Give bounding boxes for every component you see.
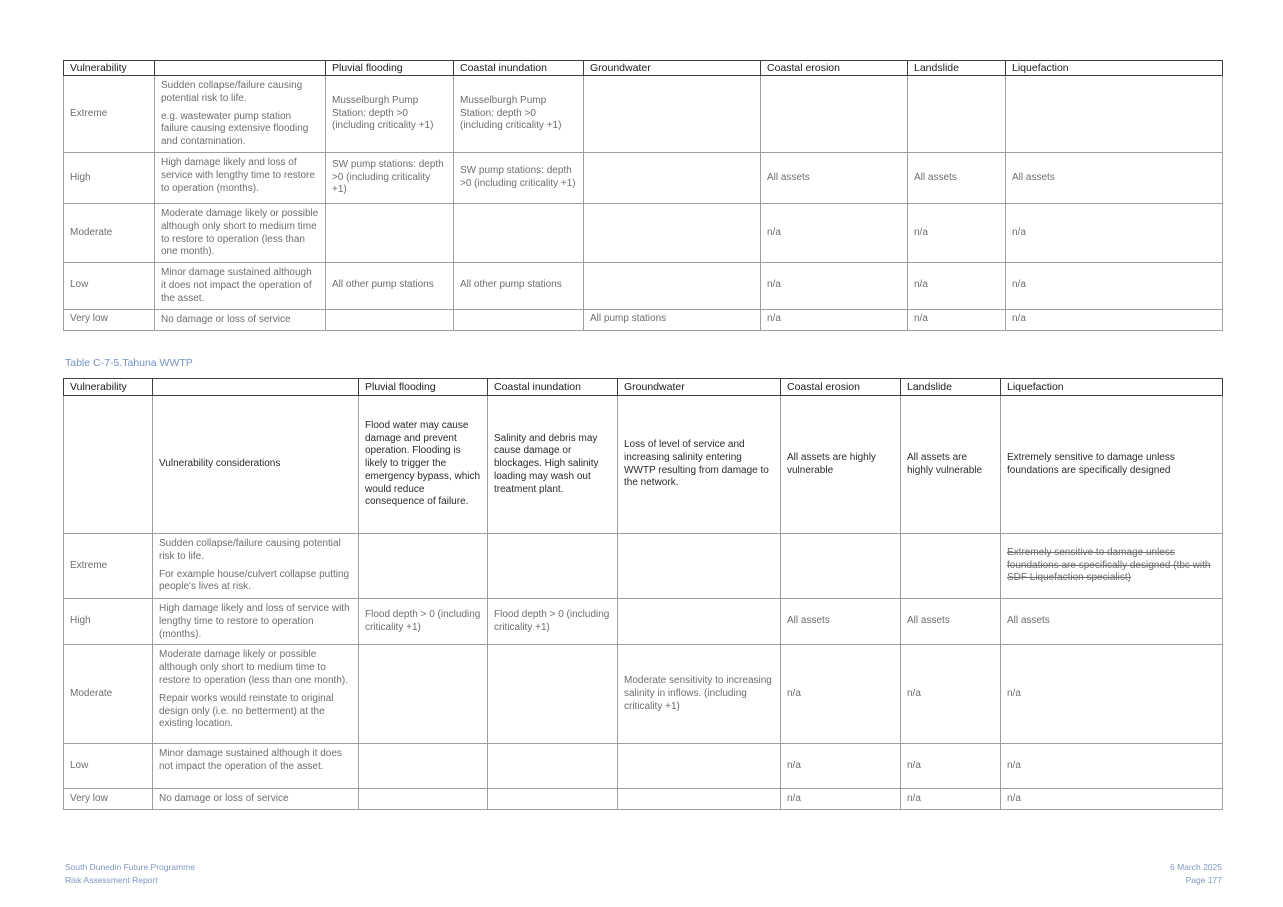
cell-groundwater <box>584 204 761 263</box>
cell-coastal-inundation: Salinity and debris may cause damage or blockages. High salinity loading may wash out treatment plant. <box>488 396 618 534</box>
footer-report-title: Risk Assessment Report <box>65 874 158 885</box>
cell-liquefaction: n/a <box>1001 789 1223 810</box>
table-row-very-low <box>64 789 1223 810</box>
header-vulnerability: Vulnerability <box>64 61 155 76</box>
header-blank <box>153 379 359 396</box>
cell-coastal-inundation <box>454 204 584 263</box>
cell-coastal-erosion: All assets <box>781 599 901 645</box>
cell-pluvial-flooding: All other pump stations <box>326 263 454 309</box>
cell-pluvial-flooding <box>359 534 488 599</box>
cell-coastal-inundation: All other pump stations <box>454 263 584 309</box>
description-paragraph: For example house/culvert collapse putting people's lives at risk. <box>159 568 350 593</box>
cell-liquefaction: Extremely sensitive to damage unless foundations are specifically designed <box>1001 396 1223 534</box>
cell-liquefaction-strikethrough: Extremely sensitive to damage unless foundations are specifically designed (tbc with SDF Liquefaction specialist) <box>1001 534 1223 599</box>
header-blank <box>155 61 326 76</box>
cell-groundwater: Loss of level of service and increasing salinity entering WWTP resulting from damage to the network. <box>618 396 781 534</box>
cell-coastal-erosion: All assets <box>761 153 908 204</box>
cell-coastal-erosion: n/a <box>781 645 901 744</box>
cell-considerations-label: Vulnerability considerations <box>153 396 359 534</box>
cell-coastal-erosion: n/a <box>761 204 908 263</box>
cell-description: Moderate damage likely or possible although only short to medium time to restore to operation (less than one month). <box>155 204 326 263</box>
cell-landslide: All assets <box>908 153 1006 204</box>
cell-level: Extreme <box>64 76 155 153</box>
cell-level: Low <box>64 263 155 309</box>
footer-date: 6 March 2025 <box>1170 862 1222 872</box>
cell-groundwater: All pump stations <box>584 309 761 330</box>
cell-landslide: All assets <box>901 599 1001 645</box>
cell-liquefaction: n/a <box>1006 204 1223 263</box>
cell-coastal-inundation <box>488 534 618 599</box>
cell-level: Moderate <box>64 204 155 263</box>
header-coastal-inundation: Coastal inundation <box>488 379 618 396</box>
cell-coastal-inundation <box>488 645 618 744</box>
header-coastal-erosion: Coastal erosion <box>781 379 901 396</box>
header-landslide: Landslide <box>908 61 1006 76</box>
vulnerability-table-pump-stations <box>63 60 1223 331</box>
cell-level: Very low <box>64 789 153 810</box>
cell-liquefaction: All assets <box>1006 153 1223 204</box>
cell-groundwater <box>618 534 781 599</box>
header-coastal-inundation: Coastal inundation <box>454 61 584 76</box>
cell-groundwater <box>618 744 781 789</box>
cell-description <box>155 76 326 153</box>
description-paragraph: Moderate damage likely or possible although only short to medium time to restore to operation (less than one month). <box>159 649 348 686</box>
cell-groundwater <box>618 599 781 645</box>
cell-description: No damage or loss of service <box>155 309 326 330</box>
cell-description: Minor damage sustained although it does not impact the operation of the asset. <box>153 744 359 789</box>
table-row-extreme <box>64 534 1223 599</box>
cell-pluvial-flooding <box>326 309 454 330</box>
cell-groundwater <box>618 789 781 810</box>
table-row-extreme <box>64 76 1223 153</box>
cell-level: Low <box>64 744 153 789</box>
header-liquefaction: Liquefaction <box>1001 379 1223 396</box>
cell-pluvial-flooding: SW pump stations: depth >0 (including criticality +1) <box>326 153 454 204</box>
cell-coastal-erosion: All assets are highly vulnerable <box>781 396 901 534</box>
cell-coastal-inundation: SW pump stations: depth >0 (including criticality +1) <box>454 153 584 204</box>
table-row-high <box>64 153 1223 204</box>
cell-landslide <box>908 76 1006 153</box>
header-groundwater: Groundwater <box>618 379 781 396</box>
cell-landslide: n/a <box>901 789 1001 810</box>
cell-landslide: All assets are highly vulnerable <box>901 396 1001 534</box>
cell-pluvial-flooding <box>326 204 454 263</box>
table-row-low <box>64 263 1223 309</box>
footer-page-number: Page 177 <box>1185 874 1222 885</box>
cell-landslide <box>901 534 1001 599</box>
description-paragraph: Sudden collapse/failure causing potential risk to life. <box>159 538 341 562</box>
table-row-moderate <box>64 204 1223 263</box>
cell-landslide: n/a <box>901 645 1001 744</box>
cell-description: High damage likely and loss of service with lengthy time to restore to operation (months). <box>155 153 326 204</box>
cell-coastal-erosion: n/a <box>761 309 908 330</box>
cell-landslide: n/a <box>901 744 1001 789</box>
cell-liquefaction: n/a <box>1006 263 1223 309</box>
cell-level: High <box>64 153 155 204</box>
table-row-high <box>64 599 1223 645</box>
cell-description: Minor damage sustained although it does not impact the operation of the asset. <box>155 263 326 309</box>
cell-coastal-erosion: n/a <box>781 789 901 810</box>
cell-description: High damage likely and loss of service with lengthy time to restore to operation (months). <box>153 599 359 645</box>
header-vulnerability: Vulnerability <box>64 379 153 396</box>
cell-coastal-inundation <box>454 309 584 330</box>
cell-liquefaction: All assets <box>1001 599 1223 645</box>
cell-coastal-inundation <box>488 744 618 789</box>
description-paragraph: Sudden collapse/failure causing potential risk to life. <box>161 80 303 104</box>
footer-left <box>65 861 195 887</box>
header-coastal-erosion: Coastal erosion <box>761 61 908 76</box>
cell-coastal-inundation: Musselburgh Pump Station: depth >0 (including criticality +1) <box>454 76 584 153</box>
cell-liquefaction: n/a <box>1001 645 1223 744</box>
table-row-moderate <box>64 645 1223 744</box>
cell-coastal-erosion: n/a <box>761 263 908 309</box>
table-caption: Table C-7-5.Tahuna WWTP <box>65 357 193 369</box>
cell-description <box>153 645 359 744</box>
table-row-very-low <box>64 309 1223 330</box>
description-paragraph: Repair works would reinstate to original design only (i.e. no betterment) at the existing location. <box>159 692 334 730</box>
cell-level <box>64 396 153 534</box>
cell-pluvial-flooding <box>359 789 488 810</box>
cell-groundwater <box>584 153 761 204</box>
footer-programme: South Dunedin Future Programme <box>65 862 195 872</box>
cell-pluvial-flooding <box>359 744 488 789</box>
cell-level: Moderate <box>64 645 153 744</box>
cell-coastal-erosion <box>781 534 901 599</box>
table-header-row <box>64 61 1223 76</box>
cell-groundwater: Moderate sensitivity to increasing salinity in inflows. (including criticality +1) <box>618 645 781 744</box>
table-row-considerations <box>64 396 1223 534</box>
cell-groundwater <box>584 263 761 309</box>
header-liquefaction: Liquefaction <box>1006 61 1223 76</box>
cell-liquefaction <box>1006 76 1223 153</box>
cell-description <box>153 534 359 599</box>
cell-coastal-inundation: Flood depth > 0 (including criticality +1) <box>488 599 618 645</box>
cell-groundwater <box>584 76 761 153</box>
cell-coastal-erosion <box>761 76 908 153</box>
header-pluvial-flooding: Pluvial flooding <box>326 61 454 76</box>
cell-pluvial-flooding: Musselburgh Pump Station: depth >0 (including criticality +1) <box>326 76 454 153</box>
header-landslide: Landslide <box>901 379 1001 396</box>
cell-pluvial-flooding <box>359 645 488 744</box>
cell-coastal-inundation <box>488 789 618 810</box>
table-row-low <box>64 744 1223 789</box>
description-paragraph: e.g. wastewater pump station failure causing extensive flooding and contamination. <box>161 110 309 148</box>
cell-landslide: n/a <box>908 309 1006 330</box>
header-pluvial-flooding: Pluvial flooding <box>359 379 488 396</box>
vulnerability-table-tahuna-wwtp <box>63 378 1223 810</box>
cell-level: Very low <box>64 309 155 330</box>
cell-liquefaction: n/a <box>1001 744 1223 789</box>
table-header-row <box>64 379 1223 396</box>
footer-right <box>1170 861 1222 887</box>
header-groundwater: Groundwater <box>584 61 761 76</box>
cell-landslide: n/a <box>908 263 1006 309</box>
cell-landslide: n/a <box>908 204 1006 263</box>
cell-level: High <box>64 599 153 645</box>
cell-coastal-erosion: n/a <box>781 744 901 789</box>
cell-level: Extreme <box>64 534 153 599</box>
cell-pluvial-flooding: Flood water may cause damage and prevent operation. Flooding is likely to trigger the emergency bypass, which would reduce consequence of failure. <box>359 396 488 534</box>
cell-pluvial-flooding: Flood depth > 0 (including criticality +1) <box>359 599 488 645</box>
cell-liquefaction: n/a <box>1006 309 1223 330</box>
cell-description: No damage or loss of service <box>153 789 359 810</box>
